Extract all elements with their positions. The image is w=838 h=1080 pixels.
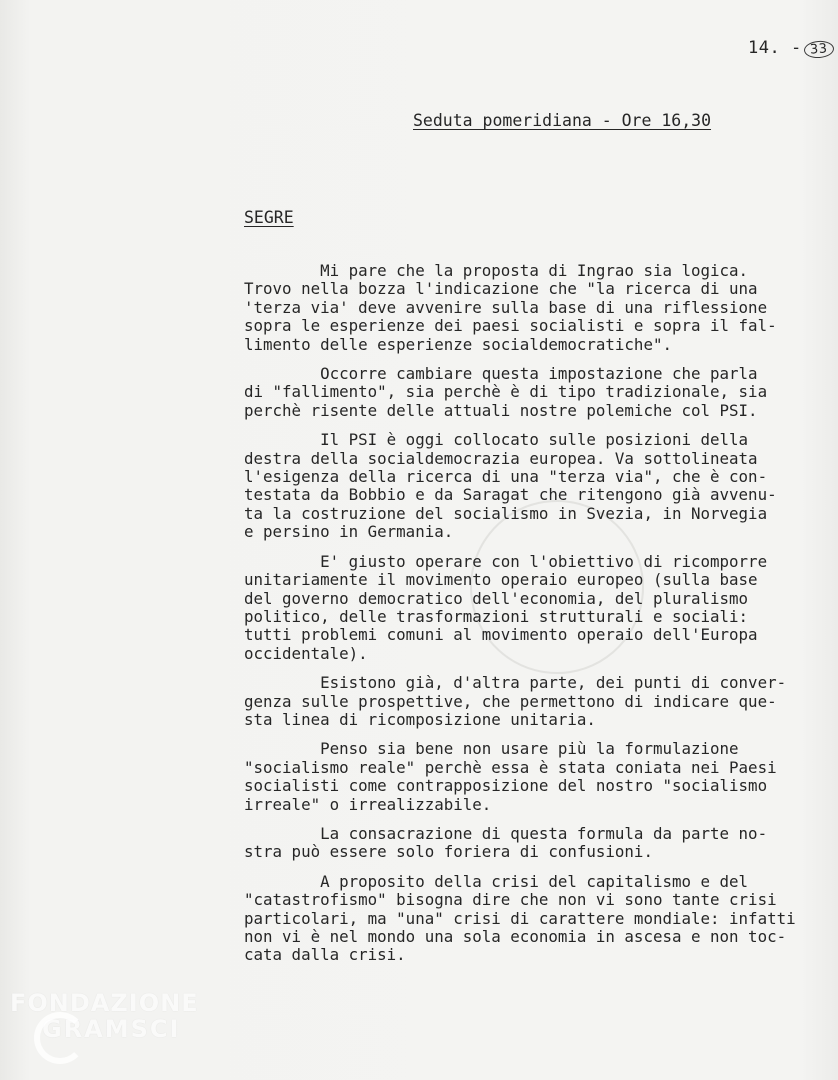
text-line: La consacrazione di questa formula da parte no- <box>244 823 768 843</box>
text-line: particolari, ma "una" crisi di carattere mondiale: infatti <box>244 908 796 928</box>
text-line: ta la costruzione del socialismo in Svezia, in Norvegia <box>244 503 768 523</box>
text-line: sopra le esperienze dei paesi socialisti e sopra il fal- <box>244 316 777 336</box>
text-line: stra può essere solo foriera di confusioni. <box>244 842 653 862</box>
text-line: occidentale). <box>244 643 368 663</box>
text-line: unitariamente il movimento operaio europeo (sulla base <box>244 570 758 590</box>
text-line: cata dalla crisi. <box>244 945 406 965</box>
paragraph <box>244 873 824 965</box>
text-line: Penso sia bene non usare più la formulazione <box>244 739 739 759</box>
paragraph <box>244 825 824 862</box>
text-line: perchè risente delle attuali nostre polemiche col PSI. <box>244 400 758 420</box>
text-line: e persino in Germania. <box>244 522 454 542</box>
archive-page-number-circled: 33 <box>803 40 834 59</box>
text-line: irreale" o irrealizzabile. <box>244 794 492 814</box>
text-line: "catastrofismo" bisogna dire che non vi sono tante crisi <box>244 890 777 910</box>
speech-body <box>244 262 824 976</box>
watermark-line-1: FONDAZIONE <box>10 989 199 1017</box>
text-line: 'terza via' deve avvenire sulla base di una riflessione <box>244 297 768 317</box>
text-line: tutti problemi comuni al movimento operaio dell'Europa <box>244 625 758 645</box>
text-line: politico, delle trasformazioni strutturali e sociali: <box>244 606 749 626</box>
text-line: "socialismo reale" perchè essa è stata coniata nei Paesi <box>244 757 777 777</box>
paragraph <box>244 365 824 420</box>
paragraph <box>244 740 824 814</box>
page-number <box>748 38 833 58</box>
watermark-line-2: GRAMSCI <box>42 1015 181 1043</box>
gramsci-logo-icon <box>34 1012 86 1064</box>
text-line: testata da Bobbio e da Saragat che ritengono già avvenu- <box>244 485 777 505</box>
text-line: destra della socialdemocrazia europea. Va sottolineata <box>244 448 758 468</box>
text-line: E' giusto operare con l'obiettivo di ricomporre <box>244 551 768 571</box>
text-line: Mi pare che la proposta di Ingrao sia logica. <box>244 261 749 280</box>
paragraph <box>244 553 824 663</box>
speaker-name: SEGRE <box>244 208 294 227</box>
paragraph <box>244 674 824 729</box>
text-line: Esistono già, d'altra parte, dei punti di conver- <box>244 673 787 693</box>
text-line: A proposito della crisi del capitalismo e del <box>244 871 749 891</box>
text-line: non vi è nel mondo una sola economia in ascesa e non toc- <box>244 927 787 946</box>
text-line: del governo democratico dell'economia, del pluralismo <box>244 588 749 608</box>
paragraph <box>244 431 824 541</box>
text-line: limento delle esperienze socialdemocratiche". <box>244 334 672 354</box>
text-line: l'esigenza della ricerca di una "terza via", che è con- <box>244 467 768 487</box>
text-line: genza sulle prospettive, che permettono di indicare que- <box>244 691 777 711</box>
text-line: Occorre cambiare questa impostazione che parla <box>244 364 758 384</box>
session-title: Seduta pomeridiana - Ore 16,30 <box>413 111 712 130</box>
text-line: di "fallimento", sia perchè è di tipo tradizionale, sia <box>244 382 768 402</box>
page-number-typed: 14. - <box>748 38 802 58</box>
text-line: sta linea di ricomposizione unitaria. <box>244 709 596 729</box>
text-line: socialisti come contrapposizione del nostro "socialismo <box>244 776 768 796</box>
fondazione-gramsci-watermark <box>10 990 199 1042</box>
text-line: Trovo nella bozza l'indicazione che "la ricerca di una <box>244 279 758 299</box>
text-line: Il PSI è oggi collocato sulle posizioni della <box>244 430 749 450</box>
paragraph <box>244 262 824 354</box>
